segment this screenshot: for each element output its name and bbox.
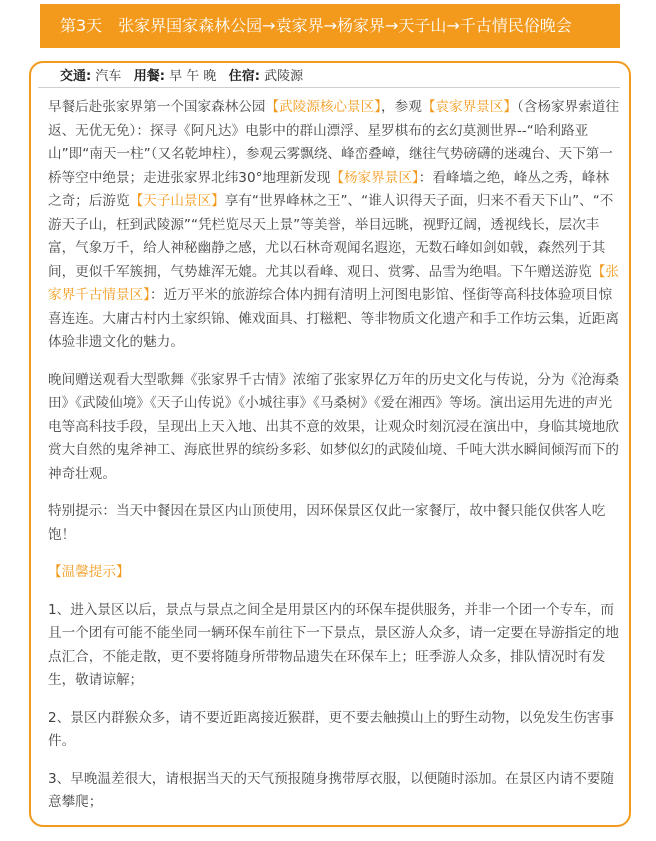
scenic-area-highlight: 【袁家界景区】 (421, 99, 517, 115)
text-segment: 早餐后赴张家界第一个国家森林公园 (48, 99, 266, 115)
info-row (38, 66, 620, 88)
evening-paragraph: 晚间赠送观看大型歌舞《张家界千古情》浓缩了张家界亿万年的历史文化与传说，分为《沧海桑田》《武陵仙境》《天子山传说》《小城往事》《马桑树》《爱在湘西》等场。演出运用先进的声光电等高科技手段，呈现出上天入地、出其不意的效果，让观众时刻沉浸在演出中，身临其境地欣赏大自然的鬼斧神工、海底世界的缤纷多彩、如梦似幻的武陵仙境、千吨大洪水瞬间倾泻而下的神奇壮观。 (48, 371, 619, 482)
transport-label: 交通: (60, 69, 92, 84)
text-segment: ：近万平米的旅游综合体内拥有清明上河图电影馆、怪街等高科技体验项目惊喜连连。大庸古村内土家织锦、傩戏面具、打糍粑、等非物质文化遗产和手工作坊云集，近距离体验非遗文化的魅力。 (48, 287, 619, 350)
morning-paragraph (48, 96, 620, 355)
meals-value: 早 午 晚 (169, 69, 217, 84)
tips-title: 【温馨提示】 (48, 564, 130, 580)
tip-item: 1、进入景区以后，景点与景点之间全是用景区内的环保车提供服务，并非一个团一个专车，而且一个团有可能不能坐同一辆环保车前往下一下景点，景区游人众多，请一定要在导游指定的地点汇合，不能走散，更不要将随身所带物品遗失在环保车上；旺季游人众多，排队情况时有发生，敬请谅解； (48, 601, 619, 688)
scenic-area-highlight: 【张家界千古情景区】 (48, 263, 619, 303)
text-segment: ：看峰墙之绝，峰丛之秀，峰林之奇；后游览 (48, 169, 610, 209)
text-segment: （含杨家界索道往返、无优无免）：探寻《阿凡达》电影中的群山漂浮、星罗棋布的玄幻莫测世界--“哈利路亚山”即“南天一柱”（又名乾坤柱），参观云雾飘绕、峰峦叠嶂，继往气势磅礴的迷魂台、天下第一桥等空中绝景；走进张家界北纬30°地理新发现 (48, 99, 619, 186)
tip-item: 3、早晚温差很大，请根据当天的天气预报随身携带厚衣服，以便随时添加。在景区内请不要随意攀爬； (48, 770, 614, 810)
stay-value: 武陵源 (264, 69, 304, 84)
meals-label: 用餐: (133, 69, 165, 84)
special-notice: 特别提示：当天中餐因在景区内山顶使用，因环保景区仅此一家餐厅，故中餐只能仅供客人吃饱！ (48, 503, 606, 543)
itinerary-content (48, 96, 620, 829)
scenic-area-highlight: 【天子山景区】 (129, 193, 225, 209)
transport-value: 汽车 (95, 69, 122, 84)
text-segment: ，参观 (381, 99, 422, 115)
scenic-area-highlight: 【杨家界景区】 (330, 169, 419, 186)
tip-item: 2、景区内群猴众多，请不要近距离接近猴群，更不要去触摸山上的野生动物，以免发生伤害事件。 (48, 709, 614, 749)
text-segment: 享有“世界峰林之王”、“谁人识得天子面，归来不看天下山”、“不游天子山，枉到武陵源”“凭栏览尽天上景”等美誉，举目远眺，视野辽阔，透视线长，层次丰富，气象万千，给人神秘幽静之感，尤以石林奇观闻名遐迩，无数石峰如剑如戟，森然列于其间，更似千军簇拥，气势雄浑无媲。尤其以看峰、观日、赏雾、品雪为绝唱。下午赠送游览 (48, 193, 614, 280)
stay-label: 住宿: (228, 69, 260, 84)
day-title: 第3天 张家界国家森林公园→袁家界→杨家界→天子山→千古情民俗晚会 (60, 16, 572, 35)
day-title-bar (40, 4, 620, 48)
scenic-area-highlight: 【武陵源核心景区】 (265, 99, 382, 115)
